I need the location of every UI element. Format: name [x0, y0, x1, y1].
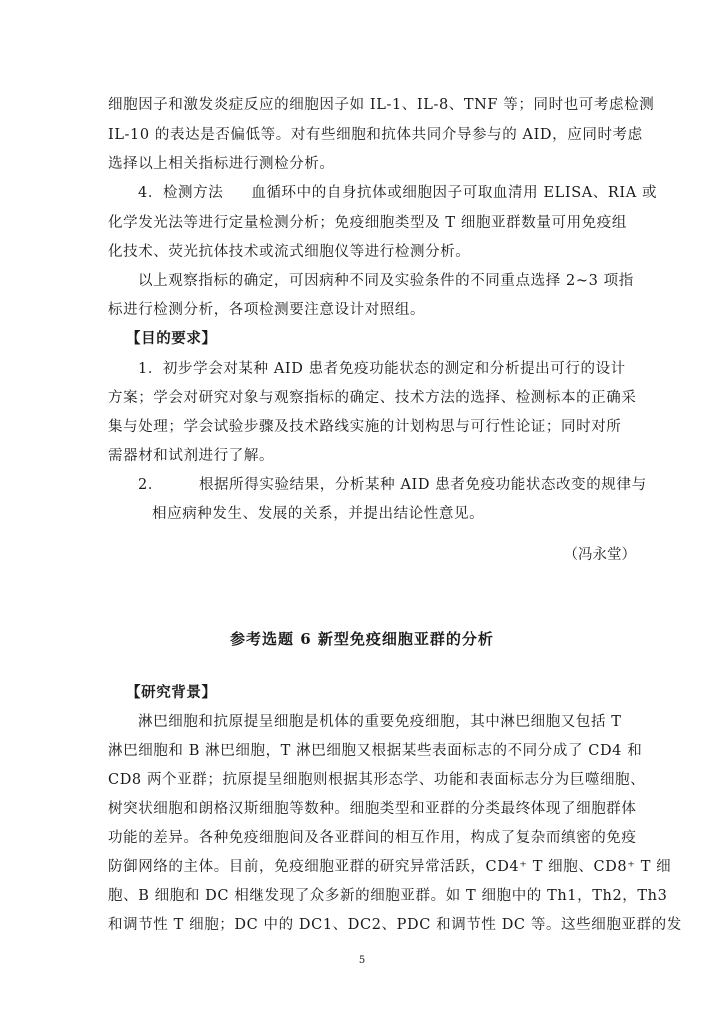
- goal-line: 需器材和试剂进行了解。: [108, 448, 275, 464]
- goal-line: 集与处理；学会试验步骤及技术路线实施的计划构思与可行性论证；同时对所: [108, 419, 622, 435]
- background-line: 功能的差异。各种免疫细胞间及各亚群间的相互作用，构成了复杂而缜密的免疫: [108, 830, 637, 846]
- paragraph-line: 细胞因子和激发炎症反应的细胞因子如 IL-1、IL-8、TNF 等；同时也可考虑检测: [108, 97, 655, 113]
- background-line: 淋巴细胞和 B 淋巴细胞，T 淋巴细胞又根据某些表面标志的不同分成了 CD4 和: [108, 743, 643, 759]
- goal-line: 方案；学会对研究对象与观察指标的确定、技术方法的选择、检测标本的正确采: [108, 390, 637, 406]
- author-signature: （冯永堂）: [563, 547, 636, 563]
- background-line: 树突状细胞和朗格汉斯细胞等数种。细胞类型和亚群的分类最终体现了细胞群体: [108, 801, 637, 817]
- goal-heading: 【目的要求】: [126, 330, 217, 347]
- paragraph-line: 化技术、荧光抗体技术或流式细胞仪等进行检测分析。: [108, 244, 471, 260]
- method-label: 检测方法: [162, 185, 224, 201]
- goal-line: 相应病种发生、发展的关系，并提出结论性意见。: [152, 506, 485, 522]
- background-line: CD8 两个亚群；抗原提呈细胞则根据其形态学、功能和表面标志分为巨噬细胞、: [108, 772, 646, 788]
- paragraph-line: IL-10 的表达是否偏低等。对有些细胞和抗体共同介导参与的 AID，应同时考虑: [108, 127, 643, 143]
- method-text: 血循环中的自身抗体或细胞因子可取血清用 ELISA、RIA 或: [251, 185, 658, 201]
- goal2-number: 2．: [138, 477, 163, 493]
- paragraph-line: 以上观察指标的确定，可因病种不同及实验条件的不同重点选择 2~3 项指: [138, 273, 634, 289]
- goal2-text: 根据所得实验结果，分析某种 AID 患者免疫功能状态改变的规律与: [198, 477, 647, 493]
- background-line: 胞、B 细胞和 DC 相继发现了众多新的细胞亚群。如 T 细胞中的 Th1，Th2，Th3: [108, 888, 668, 904]
- section-title: 参考选题 6 新型免疫细胞亚群的分析: [230, 630, 494, 648]
- background-line: 防御网络的主体。目前，免疫细胞亚群的研究异常活跃，CD4⁺ T 细胞、CD8⁺ T 细: [108, 859, 672, 875]
- method-line: [138, 183, 657, 203]
- method-number: 4．: [138, 185, 163, 201]
- paragraph-line: 标进行检测分析，各项检测要注意设计对照组。: [108, 302, 426, 318]
- goal-line: 1．初步学会对某种 AID 患者免疫功能状态的测定和分析提出可行的设计: [138, 361, 626, 377]
- paragraph-line: 选择以上相关指标进行测检分析。: [108, 156, 335, 172]
- background-line: 和调节性 T 细胞；DC 中的 DC1、DC2、PDC 和调节性 DC 等。这些细胞亚群的发: [108, 917, 682, 933]
- goal-line: [138, 475, 647, 495]
- paragraph-line: 化学发光法等进行定量检测分析；免疫细胞类型及 T 细胞亚群数量可用免疫组: [108, 215, 627, 231]
- background-heading: 【研究背景】: [126, 684, 217, 701]
- page-number: 5: [358, 955, 366, 966]
- background-line: 淋巴细胞和抗原提呈细胞是机体的重要免疫细胞，其中淋巴细胞又包括 T: [138, 714, 622, 730]
